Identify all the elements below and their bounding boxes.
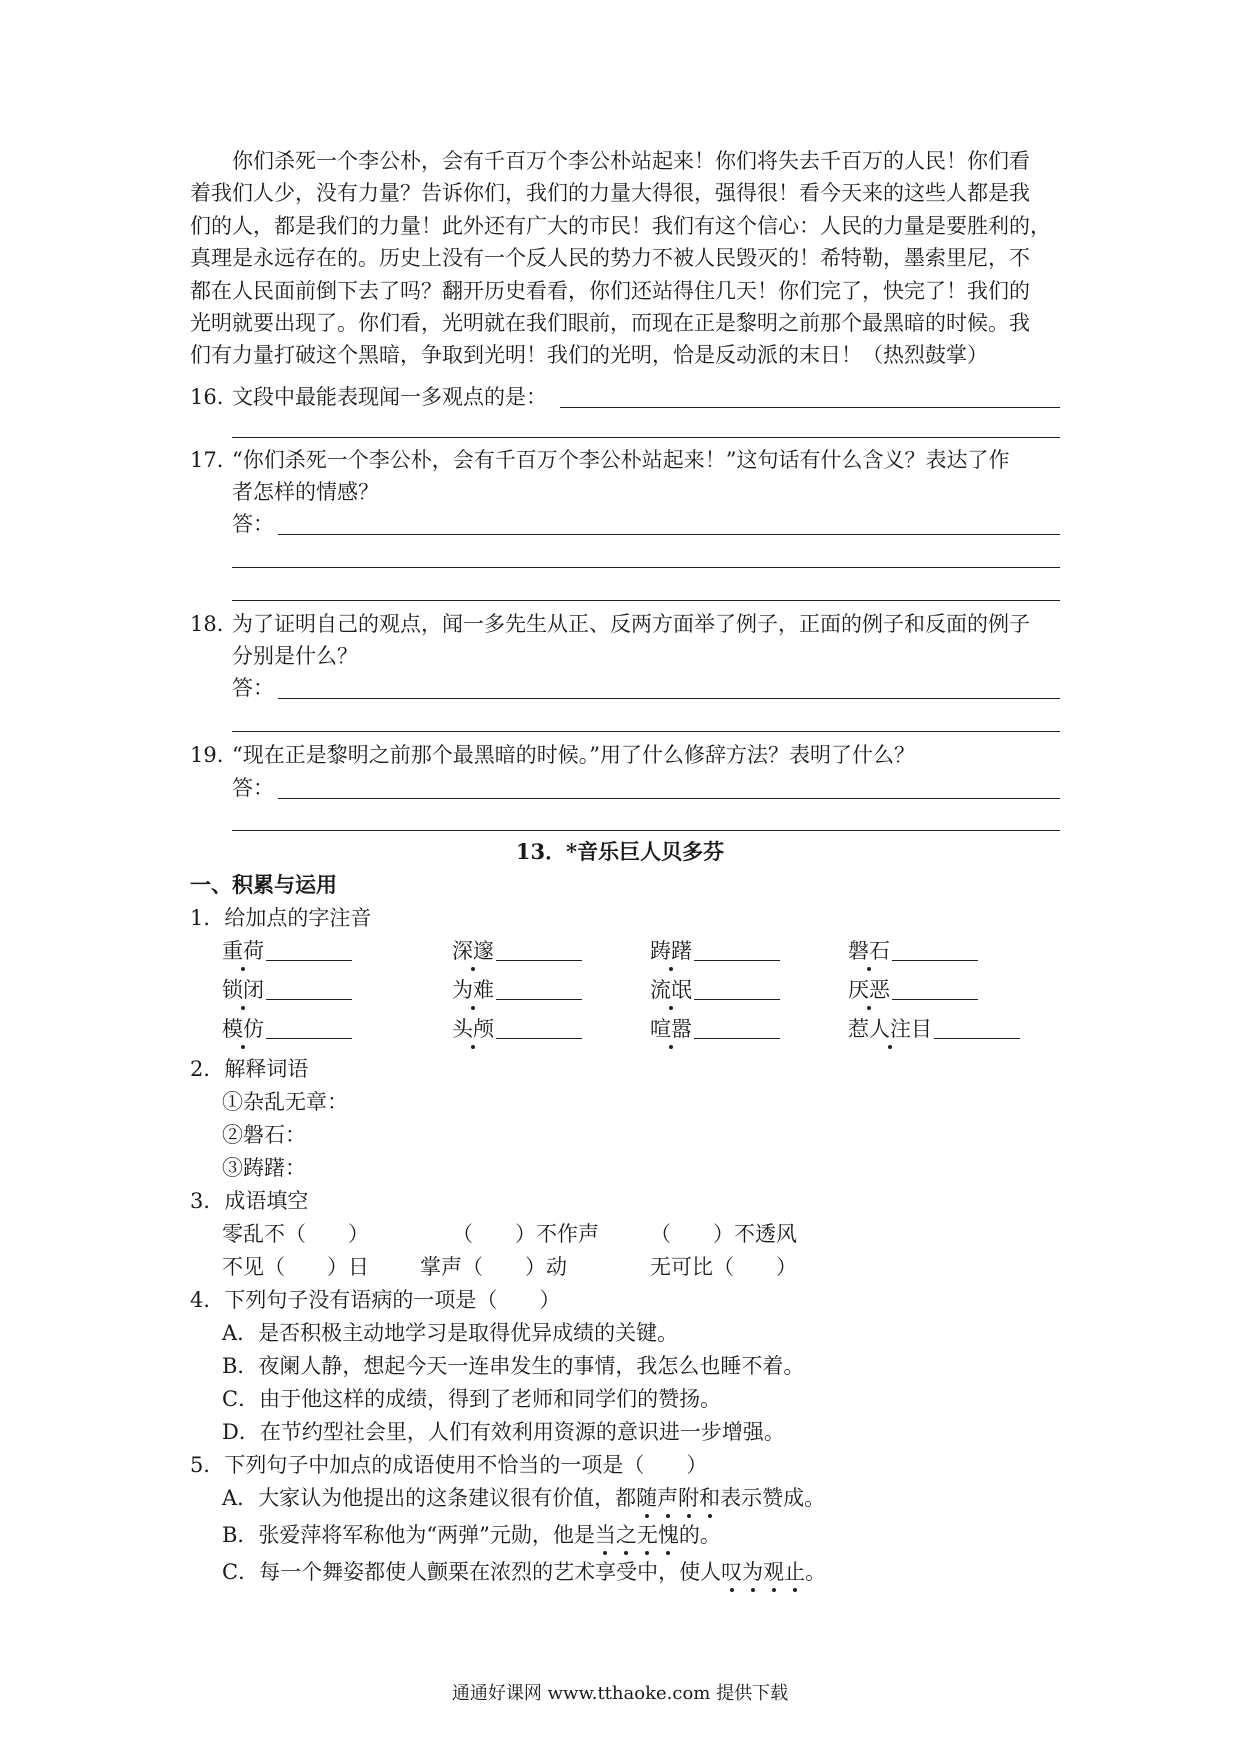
pinyin-blank[interactable] (496, 960, 582, 961)
definition-item: ②磐石： (222, 1123, 306, 1147)
passage-line: 光明就要出现了。你们看，光明就在我们眼前，而现在正是黎明之前那个最黑暗的时候。我 (190, 311, 1030, 336)
option-item: A．大家认为他提出的这条建议很有价值，都随声附和表示赞成。 (222, 1486, 826, 1510)
word-item: 磐石 (848, 937, 978, 965)
answer-label: 答： (232, 676, 274, 700)
passage-line: 们有力量打破这个黑暗，争取到光明！我们的光明，恰是反动派的末日！（热烈鼓掌） (190, 343, 988, 368)
page-footer: 通通好课网 www.tthaoke.com 提供下载 (451, 1683, 789, 1704)
pinyin-blank[interactable] (496, 1038, 582, 1039)
option-item: B．张爱萍将军称他为“两弹”元勋，他是当之无愧的。 (222, 1523, 721, 1547)
word-item: 重荷 (222, 937, 352, 965)
pinyin-blank[interactable] (694, 1038, 780, 1039)
answer-label: 答： (232, 776, 274, 800)
answer-line[interactable] (232, 600, 1060, 601)
word-item: 锁闭 (222, 976, 352, 1004)
pinyin-blank[interactable] (694, 999, 780, 1000)
passage-line: 们的人，都是我们的力量！此外还有广大的市民！我们有这个信心：人民的力量是要胜利的， (190, 213, 1051, 238)
answer-line[interactable] (232, 830, 1060, 831)
option-item: C．每一个舞姿都使人颤栗在浓烈的艺术享受中，使人叹为观止。 (222, 1560, 827, 1584)
answer-line[interactable] (278, 798, 1060, 799)
passage-line: 真理是永远存在的。历史上没有一个反人民的势力不被人民毁灭的！希特勒，墨索里尼，不 (190, 246, 1030, 271)
option-item: D．在节约型社会里，人们有效利用资源的意识进一步增强。 (222, 1420, 785, 1444)
definition-item: ③踌躇： (222, 1156, 306, 1180)
lesson-title: 13．*音乐巨人贝多芬 (515, 839, 725, 864)
option-item: C．由于他这样的成绩，得到了老师和同学们的赞扬。 (222, 1387, 722, 1411)
idiom-item: 零乱不（ ） (222, 1222, 369, 1246)
emphasis-char: 观 (763, 1560, 785, 1584)
answer-line[interactable] (232, 567, 1060, 568)
emphasis-char: 叹 (721, 1560, 743, 1584)
section-heading: 一、积累与运用 (190, 872, 337, 897)
emphasis-char: 为 (742, 1560, 764, 1584)
emphasis-char: 愧 (657, 1523, 679, 1547)
passage-line: 你们杀死一个李公朴，会有千百万个李公朴站起来！你们将失去千百万的人民！你们看 (232, 149, 1030, 173)
option-item: B．夜阑人静，想起今天一连串发生的事情，我怎么也睡不着。 (222, 1354, 805, 1378)
answer-label: 答： (232, 512, 274, 536)
passage-line: 着我们人少，没有力量？告诉你们，我们的力量大得很，强得很！看今天来的这些人都是我 (190, 181, 1030, 206)
exercise-5-title: 5．下列句子中加点的成语使用不恰当的一项是（ ） (190, 1453, 708, 1477)
idiom-item: （ ）不作声 (452, 1222, 599, 1246)
emphasis-char: 无 (636, 1523, 658, 1547)
word-item: 踌躇 (650, 937, 780, 965)
emphasis-char: 当 (594, 1523, 616, 1547)
answer-line[interactable] (560, 407, 1060, 408)
dotted-idiom (595, 1523, 679, 1547)
pinyin-blank[interactable] (934, 1038, 1020, 1039)
word-item: 模仿 (222, 1015, 352, 1043)
exercise-1-title: 1．给加点的字注音 (190, 906, 372, 930)
idiom-item: 掌声（ ）动 (420, 1255, 567, 1279)
emphasis-char: 附 (678, 1486, 700, 1510)
emphasis-char: 止 (784, 1560, 806, 1584)
answer-line[interactable] (278, 534, 1060, 535)
exercise-2-title: 2．解释词语 (190, 1057, 309, 1081)
question-16: 16. 文段中最能表现闻一多观点的是： (190, 385, 547, 409)
question-17-cont: 者怎样的情感？ (232, 480, 379, 504)
question-18: 18. 为了证明自己的观点，闻一多先生从正、反两方面举了例子，正面的例子和反面的例子 (190, 612, 1030, 636)
definition-item: ①杂乱无章： (222, 1090, 348, 1114)
question-17: 17. “你们杀死一个李公朴，会有千百万个李公朴站起来！”这句话有什么含义？表达了作 (190, 448, 1010, 472)
idiom-item: （ ）不透风 (650, 1222, 797, 1246)
word-item: 喧嚣 (650, 1015, 780, 1043)
word-item: 深邃 (452, 937, 582, 965)
pinyin-blank[interactable] (496, 999, 582, 1000)
pinyin-blank[interactable] (266, 960, 352, 961)
option-item: A．是否积极主动地学习是取得优异成绩的关键。 (222, 1321, 679, 1345)
exercise-3-title: 3．成语填空 (190, 1189, 309, 1213)
question-18-cont: 分别是什么？ (232, 644, 358, 668)
dotted-idiom (636, 1486, 720, 1510)
answer-line[interactable] (232, 731, 1060, 732)
emphasis-char: 之 (615, 1523, 637, 1547)
idiom-item: 无可比（ ） (650, 1255, 797, 1279)
word-item: 头颅 (452, 1015, 582, 1043)
pinyin-blank[interactable] (266, 999, 352, 1000)
answer-line[interactable] (232, 437, 1060, 438)
emphasis-char: 和 (699, 1486, 721, 1510)
passage (190, 145, 1060, 372)
answer-line[interactable] (278, 698, 1060, 699)
dotted-idiom (721, 1560, 805, 1584)
passage-line: 都在人民面前倒下去了吗？翻开历史看看，你们还站得住几天！你们完了，快完了！我们的 (190, 278, 1030, 303)
word-item: 惹人注目 (848, 1015, 1020, 1043)
word-item: 为难 (452, 976, 582, 1004)
idiom-item: 不见（ ）日 (222, 1255, 369, 1279)
pinyin-blank[interactable] (266, 1038, 352, 1039)
question-19: 19. “现在正是黎明之前那个最黑暗的时候。”用了什么修辞方法？表明了什么？ (190, 743, 915, 767)
word-item: 流氓 (650, 976, 780, 1004)
emphasis-char: 声 (657, 1486, 679, 1510)
pinyin-blank[interactable] (892, 960, 978, 961)
pinyin-blank[interactable] (892, 999, 978, 1000)
word-item: 厌恶 (848, 976, 978, 1004)
emphasis-char: 随 (636, 1486, 658, 1510)
exercise-4-title: 4．下列句子没有语病的一项是（ ） (190, 1288, 561, 1312)
pinyin-blank[interactable] (694, 960, 780, 961)
